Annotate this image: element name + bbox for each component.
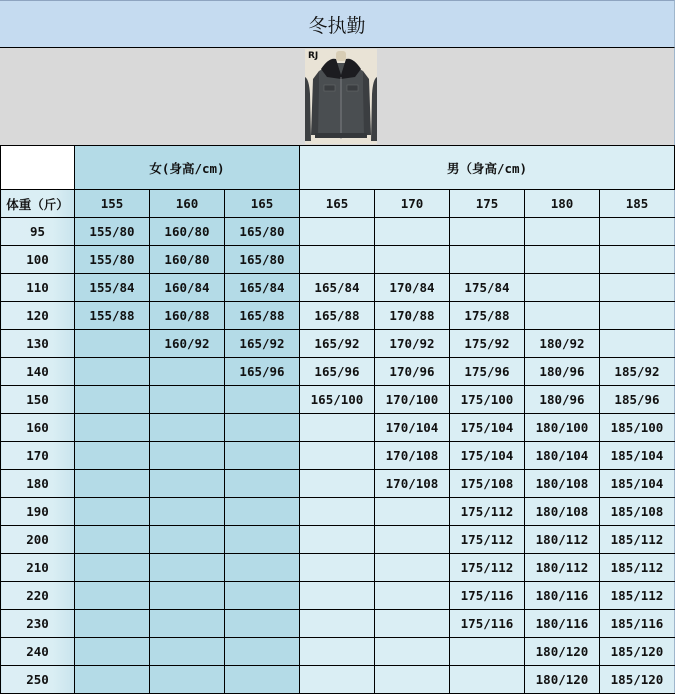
male-size-cell[interactable]	[375, 582, 450, 610]
male-size-cell[interactable]: 165/100	[300, 386, 375, 414]
male-size-cell[interactable]	[375, 666, 450, 694]
table-row	[1, 414, 675, 442]
male-size-cell[interactable]: 175/116	[450, 610, 525, 638]
female-size-cell[interactable]	[225, 582, 300, 610]
table-row	[1, 554, 675, 582]
table-row	[1, 470, 675, 498]
female-size-cell[interactable]: 155/84	[75, 274, 150, 302]
male-size-cell[interactable]: 180/120	[525, 638, 600, 666]
female-size-cell[interactable]	[75, 610, 150, 638]
table-row	[1, 498, 675, 526]
female-size-cell[interactable]: 155/80	[75, 246, 150, 274]
female-size-cell[interactable]	[150, 526, 225, 554]
weight-cell[interactable]: 200	[1, 526, 75, 554]
female-size-cell[interactable]: 155/80	[75, 218, 150, 246]
male-size-cell[interactable]: 175/84	[450, 274, 525, 302]
female-size-cell[interactable]	[150, 358, 225, 386]
female-size-cell[interactable]	[75, 582, 150, 610]
male-size-cell[interactable]: 175/112	[450, 498, 525, 526]
male-size-cell[interactable]	[375, 526, 450, 554]
female-size-cell[interactable]	[150, 582, 225, 610]
male-size-cell[interactable]	[600, 330, 675, 358]
table-row	[1, 582, 675, 610]
male-size-cell[interactable]	[375, 610, 450, 638]
table-row	[1, 386, 675, 414]
female-group-header[interactable]: 女(身高/cm)	[75, 146, 300, 190]
male-size-cell[interactable]: 175/100	[450, 386, 525, 414]
male-size-cell[interactable]: 170/108	[375, 442, 450, 470]
female-size-cell[interactable]	[75, 470, 150, 498]
weight-cell[interactable]: 190	[1, 498, 75, 526]
female-size-cell[interactable]	[225, 442, 300, 470]
female-size-cell[interactable]: 160/88	[150, 302, 225, 330]
female-size-cell[interactable]	[150, 498, 225, 526]
male-size-cell[interactable]	[375, 554, 450, 582]
male-size-cell[interactable]: 165/92	[300, 330, 375, 358]
male-size-cell[interactable]	[600, 274, 675, 302]
female-size-cell[interactable]	[75, 358, 150, 386]
male-size-cell[interactable]	[300, 554, 375, 582]
male-size-cell[interactable]: 170/88	[375, 302, 450, 330]
male-height-header[interactable]: 180	[525, 190, 600, 218]
female-size-cell[interactable]: 160/92	[150, 330, 225, 358]
male-size-cell[interactable]	[300, 498, 375, 526]
table-row	[1, 358, 675, 386]
female-size-cell[interactable]	[150, 554, 225, 582]
female-size-cell[interactable]	[225, 498, 300, 526]
weight-cell[interactable]: 150	[1, 386, 75, 414]
weight-cell[interactable]: 140	[1, 358, 75, 386]
male-size-cell[interactable]: 165/96	[300, 358, 375, 386]
male-size-cell[interactable]	[300, 610, 375, 638]
brand-logo: RJ	[308, 51, 319, 61]
male-size-cell[interactable]: 175/92	[450, 330, 525, 358]
male-size-cell[interactable]: 170/92	[375, 330, 450, 358]
female-size-cell[interactable]	[225, 666, 300, 694]
male-size-cell[interactable]: 175/116	[450, 582, 525, 610]
male-size-cell[interactable]	[300, 470, 375, 498]
male-size-cell[interactable]	[525, 246, 600, 274]
male-size-cell[interactable]: 180/92	[525, 330, 600, 358]
weight-cell[interactable]: 130	[1, 330, 75, 358]
female-size-cell[interactable]	[225, 386, 300, 414]
male-size-cell[interactable]	[300, 442, 375, 470]
male-size-cell[interactable]: 185/104	[600, 470, 675, 498]
male-size-cell[interactable]: 175/96	[450, 358, 525, 386]
male-size-cell[interactable]: 180/112	[525, 554, 600, 582]
male-height-header[interactable]: 175	[450, 190, 525, 218]
male-size-cell[interactable]	[300, 582, 375, 610]
female-size-cell[interactable]	[75, 414, 150, 442]
female-size-cell[interactable]	[225, 470, 300, 498]
male-size-cell[interactable]: 170/96	[375, 358, 450, 386]
female-size-cell[interactable]	[150, 386, 225, 414]
female-size-cell[interactable]	[225, 610, 300, 638]
table-row	[1, 330, 675, 358]
female-size-cell[interactable]	[75, 638, 150, 666]
male-size-cell[interactable]: 180/112	[525, 526, 600, 554]
male-size-cell[interactable]: 175/104	[450, 414, 525, 442]
male-size-cell[interactable]	[300, 526, 375, 554]
male-size-cell[interactable]	[375, 246, 450, 274]
male-size-cell[interactable]	[525, 218, 600, 246]
female-height-header[interactable]: 160	[150, 190, 225, 218]
male-size-cell[interactable]: 165/84	[300, 274, 375, 302]
male-size-cell[interactable]: 170/108	[375, 470, 450, 498]
female-size-cell[interactable]	[75, 554, 150, 582]
image-row[interactable]	[0, 48, 675, 146]
female-size-cell[interactable]: 165/80	[225, 218, 300, 246]
male-height-header[interactable]: 185	[600, 190, 675, 218]
male-height-header[interactable]: 165	[300, 190, 375, 218]
male-size-cell[interactable]	[300, 638, 375, 666]
table-row	[1, 218, 675, 246]
female-size-cell[interactable]	[75, 442, 150, 470]
male-size-cell[interactable]: 170/84	[375, 274, 450, 302]
female-size-cell[interactable]: 160/80	[150, 218, 225, 246]
weight-column-header[interactable]: 体重（斤）	[1, 190, 75, 218]
jacket-icon	[305, 49, 377, 144]
male-size-cell[interactable]: 175/112	[450, 526, 525, 554]
male-size-cell[interactable]: 180/96	[525, 358, 600, 386]
male-size-cell[interactable]: 185/112	[600, 526, 675, 554]
weight-cell[interactable]: 160	[1, 414, 75, 442]
male-size-cell[interactable]	[450, 218, 525, 246]
female-size-cell[interactable]	[75, 526, 150, 554]
corner-cell[interactable]	[1, 146, 75, 190]
table-row	[1, 666, 675, 694]
weight-cell[interactable]: 95	[1, 218, 75, 246]
male-size-cell[interactable]: 170/100	[375, 386, 450, 414]
male-size-cell[interactable]: 175/88	[450, 302, 525, 330]
male-size-cell[interactable]: 185/96	[600, 386, 675, 414]
male-size-cell[interactable]: 175/112	[450, 554, 525, 582]
male-size-cell[interactable]: 185/104	[600, 442, 675, 470]
male-size-cell[interactable]: 180/116	[525, 610, 600, 638]
female-size-cell[interactable]: 165/96	[225, 358, 300, 386]
male-size-cell[interactable]	[375, 218, 450, 246]
weight-cell[interactable]: 180	[1, 470, 75, 498]
group-header-row	[1, 146, 675, 190]
weight-cell[interactable]: 250	[1, 666, 75, 694]
table-row	[1, 442, 675, 470]
female-size-cell[interactable]: 165/80	[225, 246, 300, 274]
male-size-cell[interactable]: 180/96	[525, 386, 600, 414]
male-size-cell[interactable]: 185/100	[600, 414, 675, 442]
male-height-header[interactable]: 170	[375, 190, 450, 218]
male-size-cell[interactable]	[600, 302, 675, 330]
male-size-cell[interactable]: 180/116	[525, 582, 600, 610]
table-row	[1, 610, 675, 638]
female-size-cell[interactable]	[75, 666, 150, 694]
female-size-cell[interactable]	[75, 498, 150, 526]
male-size-cell[interactable]: 175/108	[450, 470, 525, 498]
male-size-cell[interactable]	[600, 246, 675, 274]
female-size-cell[interactable]	[150, 638, 225, 666]
male-size-cell[interactable]	[300, 414, 375, 442]
female-size-cell[interactable]: 160/84	[150, 274, 225, 302]
male-size-cell[interactable]	[300, 246, 375, 274]
female-size-cell[interactable]: 165/92	[225, 330, 300, 358]
weight-cell[interactable]: 120	[1, 302, 75, 330]
female-height-header[interactable]: 155	[75, 190, 150, 218]
female-size-cell[interactable]	[150, 414, 225, 442]
weight-cell[interactable]: 240	[1, 638, 75, 666]
male-size-cell[interactable]: 185/116	[600, 610, 675, 638]
male-size-cell[interactable]: 185/112	[600, 582, 675, 610]
table-row	[1, 246, 675, 274]
female-size-cell[interactable]	[225, 638, 300, 666]
weight-cell[interactable]: 100	[1, 246, 75, 274]
size-table	[0, 145, 675, 694]
female-size-cell[interactable]	[225, 554, 300, 582]
table-row	[1, 302, 675, 330]
table-row	[1, 274, 675, 302]
weight-cell[interactable]: 230	[1, 610, 75, 638]
female-height-header[interactable]: 165	[225, 190, 300, 218]
male-size-cell[interactable]: 180/104	[525, 442, 600, 470]
female-size-cell[interactable]: 160/80	[150, 246, 225, 274]
male-size-cell[interactable]	[600, 218, 675, 246]
male-size-cell[interactable]	[300, 218, 375, 246]
male-size-cell[interactable]: 185/112	[600, 554, 675, 582]
female-size-cell[interactable]	[75, 330, 150, 358]
female-size-cell[interactable]	[150, 470, 225, 498]
weight-cell[interactable]: 210	[1, 554, 75, 582]
male-size-cell[interactable]: 185/92	[600, 358, 675, 386]
male-size-cell[interactable]	[450, 666, 525, 694]
table-row	[1, 526, 675, 554]
male-size-cell[interactable]	[525, 302, 600, 330]
female-size-cell[interactable]: 165/88	[225, 302, 300, 330]
male-size-cell[interactable]: 180/120	[525, 666, 600, 694]
male-size-cell[interactable]: 185/120	[600, 638, 675, 666]
female-size-cell[interactable]	[150, 666, 225, 694]
female-size-cell[interactable]	[150, 610, 225, 638]
weight-cell[interactable]: 170	[1, 442, 75, 470]
table-row	[1, 638, 675, 666]
title-cell[interactable]	[0, 0, 675, 48]
male-size-cell[interactable]: 170/104	[375, 414, 450, 442]
male-size-cell[interactable]: 180/108	[525, 470, 600, 498]
male-size-cell[interactable]	[375, 638, 450, 666]
male-size-cell[interactable]: 180/108	[525, 498, 600, 526]
male-size-cell[interactable]	[300, 666, 375, 694]
male-size-cell[interactable]: 185/108	[600, 498, 675, 526]
female-size-cell[interactable]: 155/88	[75, 302, 150, 330]
female-size-cell[interactable]	[225, 526, 300, 554]
height-header-row	[1, 190, 675, 218]
male-size-cell[interactable]: 185/120	[600, 666, 675, 694]
male-size-cell[interactable]	[450, 638, 525, 666]
male-size-cell[interactable]: 175/104	[450, 442, 525, 470]
male-size-cell[interactable]: 180/100	[525, 414, 600, 442]
female-size-cell[interactable]	[150, 442, 225, 470]
male-size-cell[interactable]: 165/88	[300, 302, 375, 330]
male-size-cell[interactable]	[450, 246, 525, 274]
male-size-cell[interactable]	[525, 274, 600, 302]
male-size-cell[interactable]	[375, 498, 450, 526]
jacket-image[interactable]	[305, 49, 377, 144]
page-title: 冬执勤	[308, 14, 366, 37]
female-size-cell[interactable]	[75, 386, 150, 414]
weight-cell[interactable]: 110	[1, 274, 75, 302]
weight-cell[interactable]: 220	[1, 582, 75, 610]
male-group-header[interactable]: 男（身高/cm)	[300, 146, 675, 190]
female-size-cell[interactable]: 165/84	[225, 274, 300, 302]
female-size-cell[interactable]	[225, 414, 300, 442]
